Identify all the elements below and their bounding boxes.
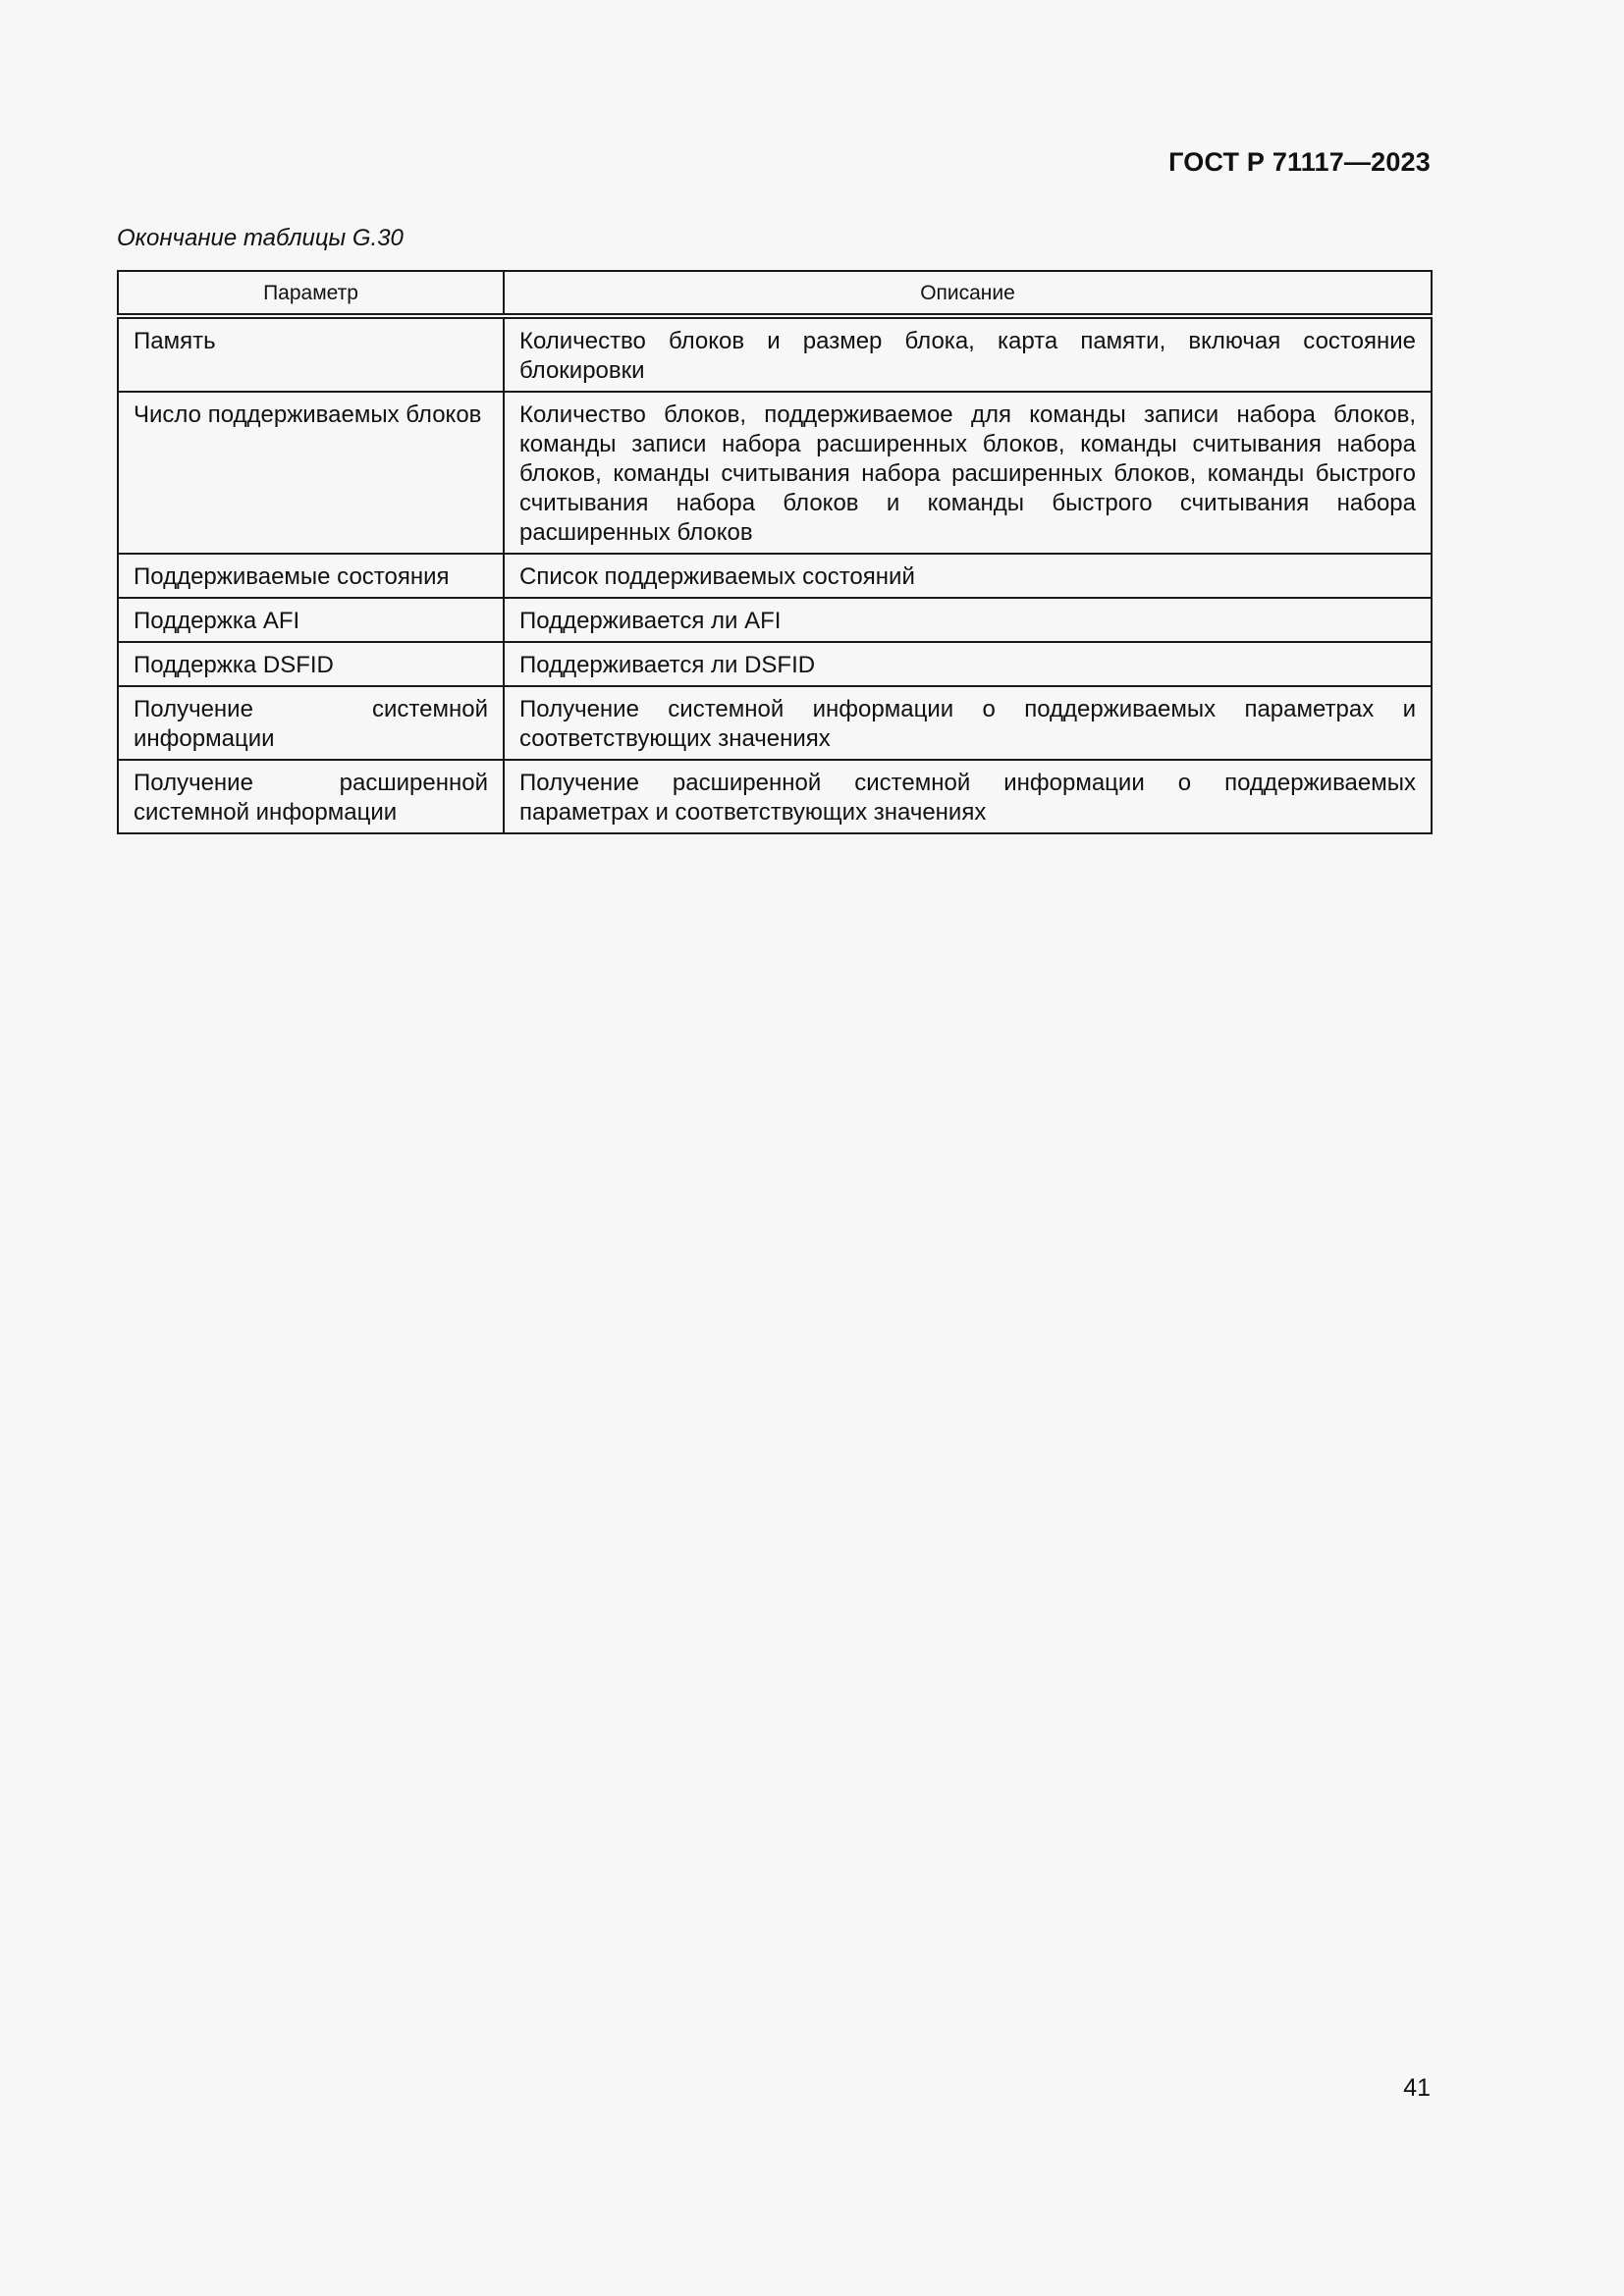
param-cell: Поддержка AFI — [118, 598, 504, 642]
description-cell: Количество блоков и размер блока, карта памяти, включая состояние блокировки — [504, 316, 1432, 392]
param-cell: Число поддерживаемых блоков — [118, 392, 504, 554]
table-row — [118, 686, 1432, 760]
param-cell: Получение системной информации — [118, 686, 504, 760]
table-row — [118, 760, 1432, 833]
page-number: 41 — [1403, 2074, 1431, 2102]
description-cell: Получение системной информации о поддерживаемых параметрах и соответствующих значениях — [504, 686, 1432, 760]
table-row — [118, 642, 1432, 686]
description-cell: Количество блоков, поддерживаемое для команды записи набора блоков, команды записи набора расширенных блоков, команды считывания набора блоков, команды считывания набора расширенных блоков, команды быстрого считывания набора блоков и команды быстрого считывания набора расширенных блоков — [504, 392, 1432, 554]
description-cell: Поддерживается ли AFI — [504, 598, 1432, 642]
document-code: ГОСТ Р 71117—2023 — [1168, 147, 1431, 177]
table-header-row — [118, 271, 1432, 316]
description-cell: Поддерживается ли DSFID — [504, 642, 1432, 686]
column-header-description: Описание — [504, 271, 1432, 316]
description-cell: Список поддерживаемых состояний — [504, 554, 1432, 598]
param-cell: Поддерживаемые состояния — [118, 554, 504, 598]
parameters-table — [117, 270, 1433, 834]
table-row — [118, 598, 1432, 642]
description-cell: Получение расширенной системной информации о поддерживаемых параметрах и соответствующих значениях — [504, 760, 1432, 833]
table-row — [118, 316, 1432, 392]
column-header-parameter: Параметр — [118, 271, 504, 316]
param-cell: Память — [118, 316, 504, 392]
table-row — [118, 392, 1432, 554]
param-cell: Поддержка DSFID — [118, 642, 504, 686]
table-row — [118, 554, 1432, 598]
param-cell: Получение расширенной системной информации — [118, 760, 504, 833]
table-caption: Окончание таблицы G.30 — [117, 225, 404, 251]
